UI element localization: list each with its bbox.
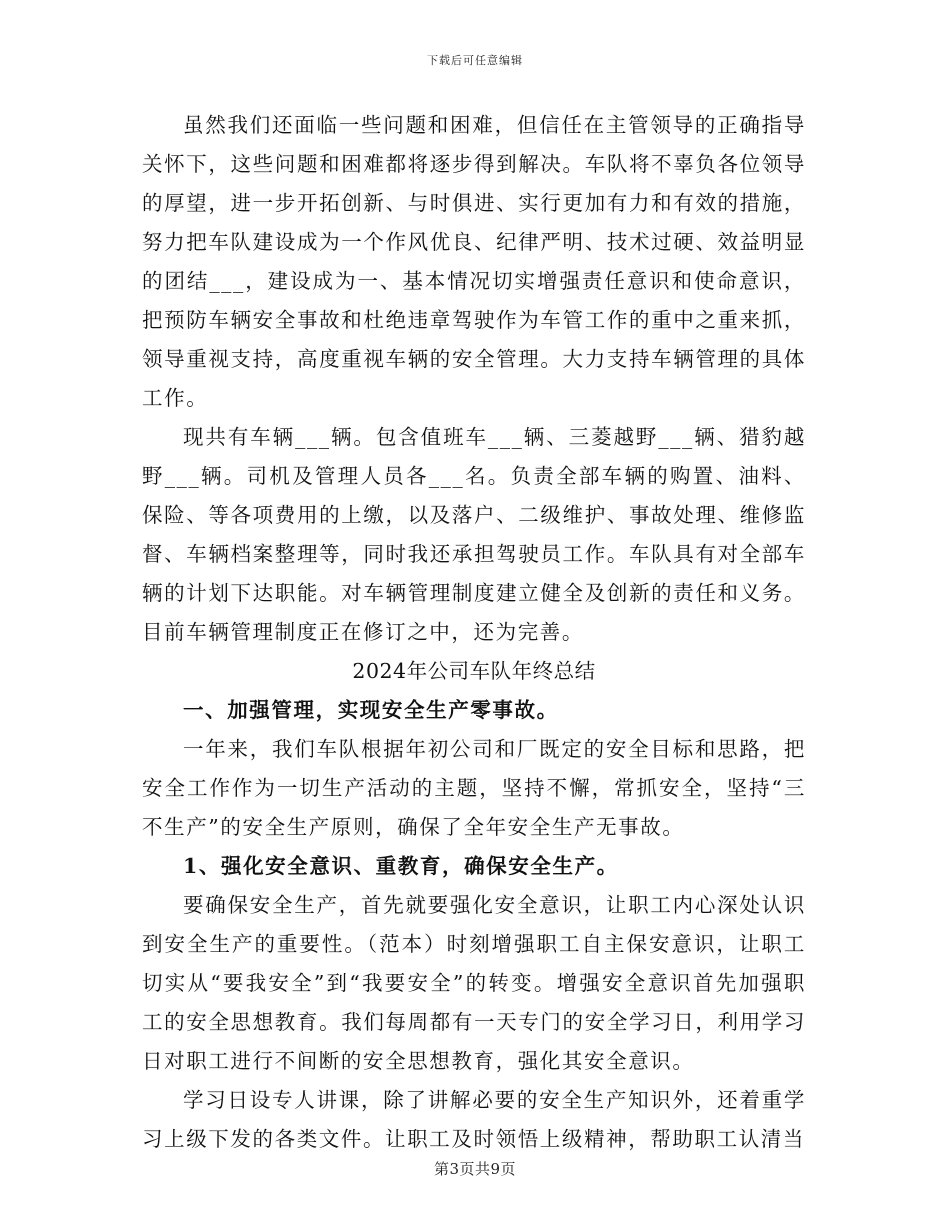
paragraph-3: 一年来，我们车队根据年初公司和厂既定的安全目标和思路，把安全工作作为一切生产活动的主题，坚持不懈，常抓安全，坚持“三不生产”的安全生产原则，确保了全年安全生产无事故。 (142, 737, 806, 839)
document-body (142, 106, 806, 1159)
document-title: 2024年公司车队年终总结 (352, 659, 596, 683)
paragraph-2: 现共有车辆___辆。包含值班车___辆、三菱越野___辆、猎豹越野___辆。司机及管理人员各___名。负责全部车辆的购置、油料、保险、等各项费用的上缴，以及落户、二级维护、事故处理、维修监督、车辆档案整理等，同时我还承担驾驶员工作。车队具有对全部车辆的计划下达职能。对车辆管理制度建立健全及创新的责任和义务。目前车辆管理制度正在修订之中，还为完善。 (142, 425, 806, 644)
paragraph-4: 要确保安全生产，首先就要强化安全意识，让职工内心深处认识到安全生产的重要性。（范本）时刻增强职工自主保安意识，让职工切实从“要我安全”到“我要安全”的转变。增强安全意识首先加强职工的安全思想教育。我们每周都有一天专门的安全学习日，利用学习日对职工进行不间断的安全思想教育，强化其安全意识。 (142, 893, 806, 1073)
page-footer: 第3页共9页 (433, 1160, 517, 1178)
page-header-note: 下载后可任意编辑 (427, 54, 523, 67)
subsection-heading-1: 1、强化安全意识、重教育，确保安全生产。 (183, 854, 619, 878)
paragraph-1: 虽然我们还面临一些问题和困难，但信任在主管领导的正确指导关怀下，这些问题和困难都将逐步得到解决。车队将不辜负各位领导的厚望，进一步开拓创新、与时俱进、实行更加有力和有效的措施，努力把车队建设成为一个作风优良、纪律严明、技术过硬、效益明显的团结___，建设成为一、基本情况切实增强责任意识和使命意识，把预防车辆安全事故和杜绝违章驾驶作为车管工作的重中之重来抓，领导重视支持，高度重视车辆的安全管理。大力支持车辆管理的具体工作。 (142, 113, 806, 410)
paragraph-5: 学习日设专人讲课，除了讲解必要的安全生产知识外，还着重学习上级下发的各类文件。让职工及时领悟上级精神，帮助职工认清当 (142, 1088, 806, 1151)
section-heading-1: 一、加强管理，实现安全生产零事故。 (183, 698, 559, 722)
